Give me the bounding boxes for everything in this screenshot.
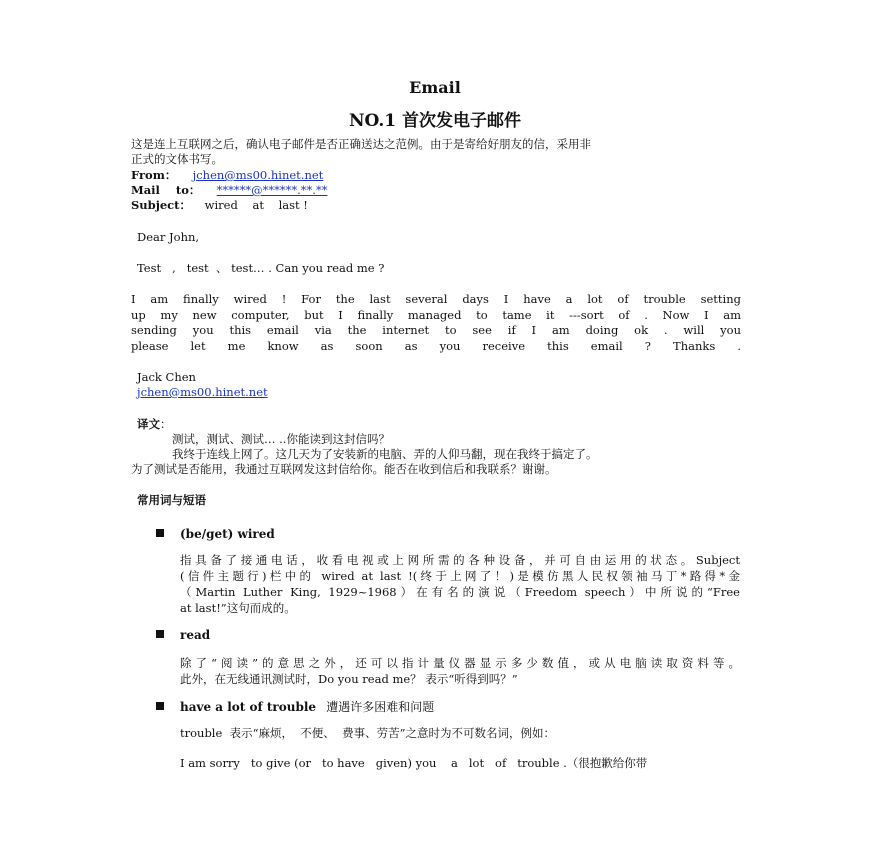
from-email-link[interactable]: jchen@ms00.hinet.net bbox=[192, 168, 324, 182]
phrase-trouble-line-2: I am sorry to give (or to have given) you a lot of trouble .（很抱歉给你带 bbox=[180, 756, 648, 770]
bullet-square-icon bbox=[156, 529, 164, 537]
translation-line-1: 测试，测试、测试… ..你能读到这封信吗？ bbox=[172, 432, 390, 446]
phrase-wired-line-4: at last!”这句而成的。 bbox=[180, 601, 296, 615]
signature-name: Jack Chen bbox=[137, 370, 196, 384]
subject-label: Subject： bbox=[131, 198, 191, 212]
from-label: From： bbox=[131, 168, 177, 182]
phrase-trouble-gloss: 遭遇许多困难和问题 bbox=[326, 700, 435, 714]
from-row bbox=[131, 168, 323, 183]
phrase-term-wired: (be/get) wired bbox=[156, 527, 275, 541]
phrases-heading: 常用词与短语 bbox=[137, 493, 206, 507]
phrase-wired-line-2: (信件主题行)栏中的 wired at last !(终于上网了！)是模仿黑人民权领袖马丁*路得*金 bbox=[180, 569, 740, 583]
intro-line-2: 正式的文体书写。 bbox=[131, 152, 223, 166]
bullet-square-icon bbox=[156, 630, 164, 638]
subject-row bbox=[131, 198, 308, 213]
body-line-2: up my new computer, but I finally managed to tame it ---sort of . Now I am bbox=[131, 307, 741, 322]
to-email-link[interactable]: ******@******.**.** bbox=[216, 183, 328, 197]
phrase-read-line-2: 此外，在无线通讯测试时，Do you read me？ 表示“听得到吗？” bbox=[180, 672, 518, 686]
intro-line-1: 这是连上互联网之后，确认电子邮件是否正确送达之范例。由于是寄给好朋友的信，采用非 bbox=[131, 137, 591, 151]
translation-colon: ： bbox=[160, 417, 172, 431]
document-subtitle: NO.1 首次发电子邮件 bbox=[348, 111, 522, 131]
greeting: Dear John, bbox=[137, 230, 200, 244]
bullet-square-icon bbox=[156, 702, 164, 710]
test-line: Test , test 、 test… . Can you read me ? bbox=[137, 261, 385, 275]
body-line-3: sending you this email via the internet to see if I am doing ok . will you bbox=[131, 323, 741, 338]
translation-line-2: 我终于连线上网了。这几天为了安装新的电脑、弄的人仰马翻，现在我终于搞定了。 bbox=[172, 447, 598, 461]
phrase-wired-line-1: 指具备了接通电话，收看电视或上网所需的各种设备，并可自由运用的状态。Subject bbox=[180, 553, 740, 567]
body-line-1: I am finally wired ! For the last several days I have a lot of trouble setting bbox=[131, 292, 741, 306]
to-label: Mail to： bbox=[131, 183, 201, 197]
phrase-term-read: read bbox=[156, 628, 210, 642]
body-line-4: please let me know as soon as you receive this email ? Thanks . bbox=[131, 338, 741, 353]
phrase-term-trouble: have a lot of trouble 遭遇许多困难和问题 bbox=[156, 698, 434, 715]
to-row bbox=[131, 183, 327, 198]
phrase-read-line-1: 除了“阅读”的意思之外，还可以指计量仪器显示多少数值，或从电脑读取资料等。 bbox=[180, 656, 740, 670]
document-title: Email bbox=[409, 78, 461, 97]
translation-heading bbox=[137, 417, 172, 432]
translation-label: 译文 bbox=[137, 417, 160, 431]
translation-line-3: 为了测试是否能用，我通过互联网发这封信给你。能否在收到信后和我联系？谢谢。 bbox=[131, 462, 557, 476]
phrase-wired-line-3: （Martin Luther King, 1929~1968）在有名的演说（Freedom speech）中所说的“Free bbox=[180, 585, 740, 599]
signature-email-link[interactable]: jchen@ms00.hinet.net bbox=[137, 385, 268, 399]
subject-value: wired at last ! bbox=[204, 198, 308, 212]
phrase-trouble-line-1: trouble 表示“麻烦， 不便、 费事、劳苦”之意时为不可数名词，例如： bbox=[180, 726, 555, 740]
